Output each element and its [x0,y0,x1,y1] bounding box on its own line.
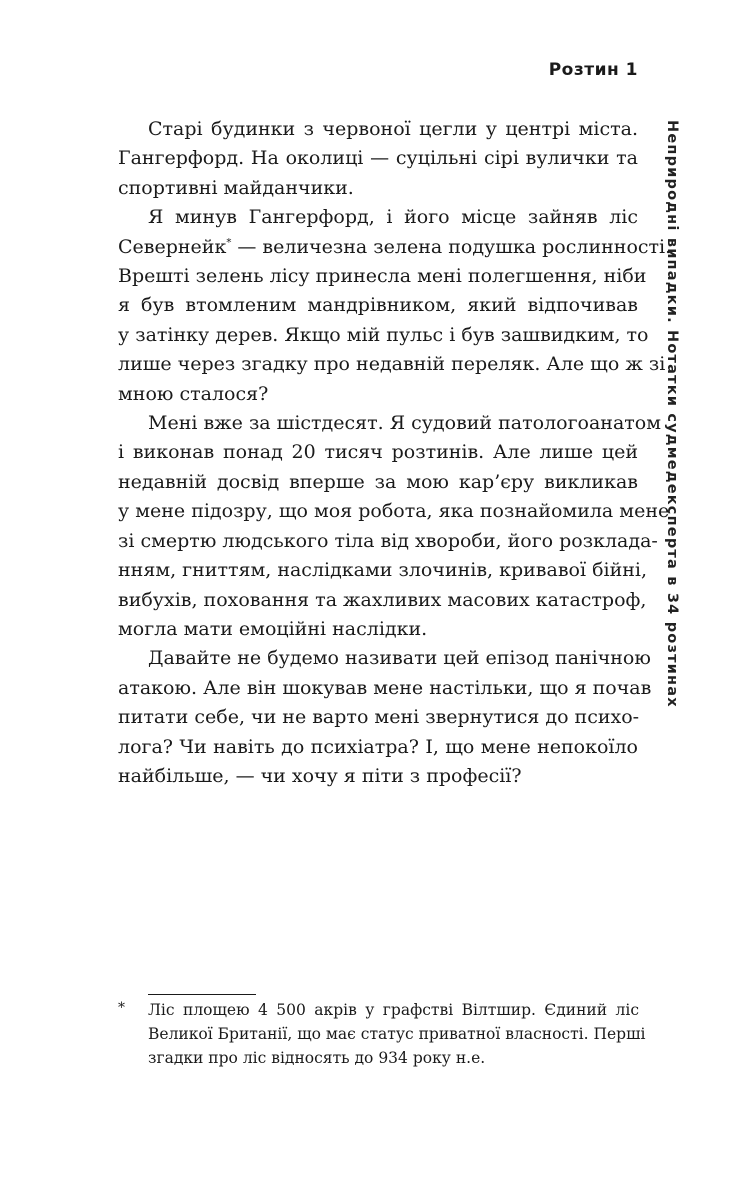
text-line: питати себе, чи не варто мені звернутися до психо- [118,706,640,729]
text-line: я був втомленим мандрівником, який відпочивав [118,294,638,317]
text-line: нням, гниттям, наслідками злочинів, кривавої бійні, [118,559,648,582]
text-line: могла мати емоційні наслідки. [118,617,428,640]
text-line: у затінку дерев. Якщо мій пульс і був зашвидким, то [118,323,649,346]
running-header: Розтин 1 [548,60,638,80]
paragraph-1 [118,115,638,203]
footnote-text [148,998,646,1070]
text-line: Я минув Гангерфорд, і його місце зайняв ліс [148,206,638,229]
text-line: Старі будинки з червоної цегли у центрі міста. [148,118,638,140]
text-line: і виконав понад 20 тисяч розтинів. Але лише цей [118,441,638,464]
footnote-rule [148,994,256,995]
text-line: лога? Чи навіть до психіатра? І, що мене непокоїло [118,735,638,758]
text-line: найбільше, — чи хочу я піти з професії? [118,764,522,787]
text-line: спортивні майданчики. [118,176,354,199]
text-line: Мені вже за шістдесят. Я судовий патологоанатом [148,412,662,435]
paragraph-4 [118,644,652,791]
side-book-title: Неприродні випадки. Нотатки судмедексперта в 34 розтинах [664,120,680,708]
text-line: у мене підозру, що моя робота, яка познайомила мене [118,500,670,523]
paragraph-3 [118,409,670,644]
footnote-line: Ліс площею 4 500 акрів у графстві Вілтшир. Єдиний ліс [148,1001,639,1019]
text-line: Врешті зелень лісу принесла мені полегшення, ніби [118,265,647,288]
text-line: недавній досвід вперше за мою кар’єру викликав [118,470,638,493]
text-line-with-footnote: Севернейк* — величезна зелена подушка рослинності. [118,235,672,258]
footnote-reference: * [226,237,232,249]
paragraph-2 [118,203,672,409]
text-line: лише через згадку про недавній переляк. Але що ж зі [118,353,666,376]
text-line: Гангерфорд. На околиці — суцільні сірі вулички та [118,147,638,170]
text-line: зі смертю людського тіла від хвороби, його розклада- [118,529,658,552]
text-line: Давайте не будемо називати цей епізод панічною [148,647,651,670]
text-line: атакою. Але він шокував мене настільки, що я почав [118,676,652,699]
footnote-marker: * [118,1000,125,1016]
text-line: мною сталося? [118,382,269,405]
footnote-line: згадки про ліс відносять до 934 року н.е. [148,1049,486,1067]
text-line: вибухів, поховання та жахливих масових катастроф, [118,588,647,611]
footnote-line: Великої Британії, що має статус приватної власності. Перші [148,1025,646,1043]
